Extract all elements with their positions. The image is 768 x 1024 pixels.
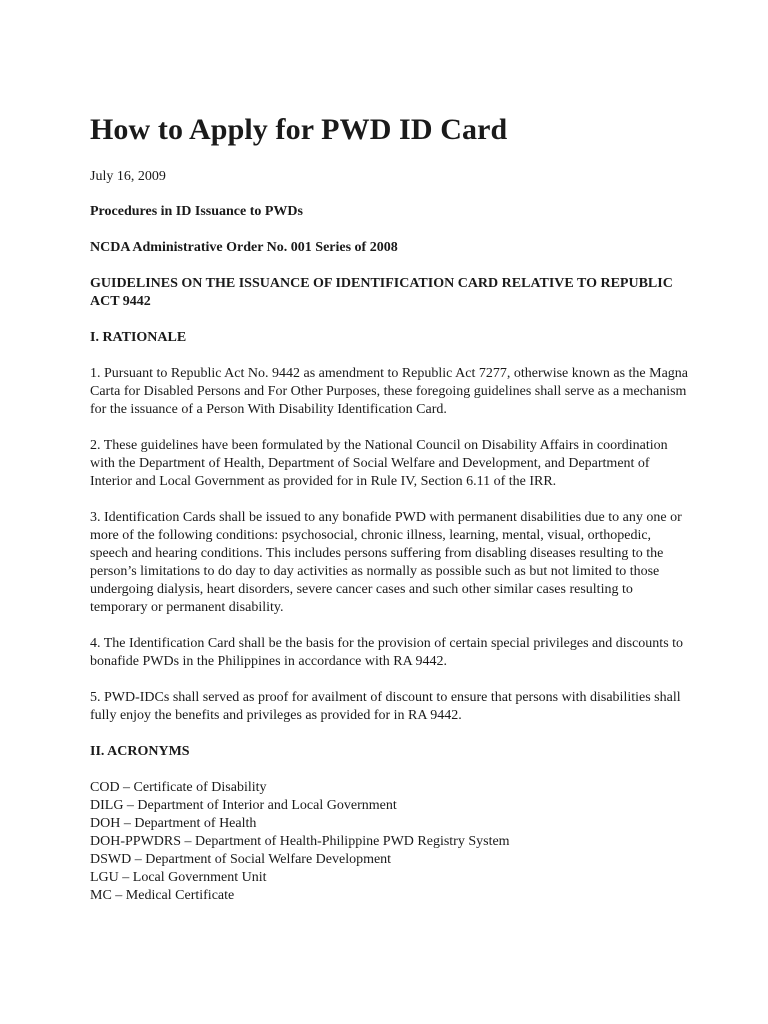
section-heading-acronyms: II. ACRONYMS xyxy=(90,744,190,759)
publish-date: July 16, 2009 xyxy=(90,169,166,184)
acronym-item: LGU – Local Government Unit xyxy=(90,870,267,885)
acronym-item: DOH-PPWDRS – Department of Health-Philippine PWD Registry System xyxy=(90,834,510,849)
section-heading-rationale: I. RATIONALE xyxy=(90,330,187,345)
acronym-item: DOH – Department of Health xyxy=(90,816,257,831)
subheading-administrative-order: NCDA Administrative Order No. 001 Series of 2008 xyxy=(90,240,398,255)
acronym-item: DILG – Department of Interior and Local Government xyxy=(90,798,397,813)
acronym-item: MC – Medical Certificate xyxy=(90,888,235,903)
rationale-paragraph-3: 3. Identification Cards shall be issued to any bonafide PWD with permanent disabilities due to any one or more of the following conditions: psychosocial, chronic illness, learning, mental, visual, orthopedic, speech and hearing conditions. This includes persons suffering from disabling diseases resulting to the person’s limitations to do day to day activities as normally as possible such as but not limited to those undergoing dialysis, heart disorders, severe cancer cases and such other similar cases resulting to temporary or permanent disability. xyxy=(90,510,682,615)
rationale-paragraph-2: 2. These guidelines have been formulated by the National Council on Disability Affairs in coordination with the Department of Health, Department of Social Welfare and Development, and Department of Interior and Local Government as provided for in Rule IV, Section 6.11 of the IRR. xyxy=(90,438,668,489)
rationale-paragraph-5: 5. PWD-IDCs shall served as proof for availment of discount to ensure that persons with disabilities shall fully enjoy the benefits and privileges as provided for in RA 9442. xyxy=(90,690,681,723)
subheading-guidelines: GUIDELINES ON THE ISSUANCE OF IDENTIFICATION CARD RELATIVE TO REPUBLIC ACT 9442 xyxy=(90,276,673,309)
acronym-list xyxy=(90,779,690,905)
acronym-item: DSWD – Department of Social Welfare Development xyxy=(90,852,392,867)
rationale-paragraph-4: 4. The Identification Card shall be the basis for the provision of certain special privileges and discounts to bonafide PWDs in the Philippines in accordance with RA 9442. xyxy=(90,636,684,669)
subheading-procedures: Procedures in ID Issuance to PWDs xyxy=(90,204,303,219)
acronym-item: COD – Certificate of Disability xyxy=(90,780,267,795)
page-title: How to Apply for PWD ID Card xyxy=(90,113,508,146)
rationale-paragraph-1: 1. Pursuant to Republic Act No. 9442 as amendment to Republic Act 7277, otherwise known as the Magna Carta for Disabled Persons and For Other Purposes, these foregoing guidelines shall serve as a mechanism for the issuance of a Person With Disability Identification Card. xyxy=(90,366,689,417)
document-page xyxy=(90,112,690,905)
